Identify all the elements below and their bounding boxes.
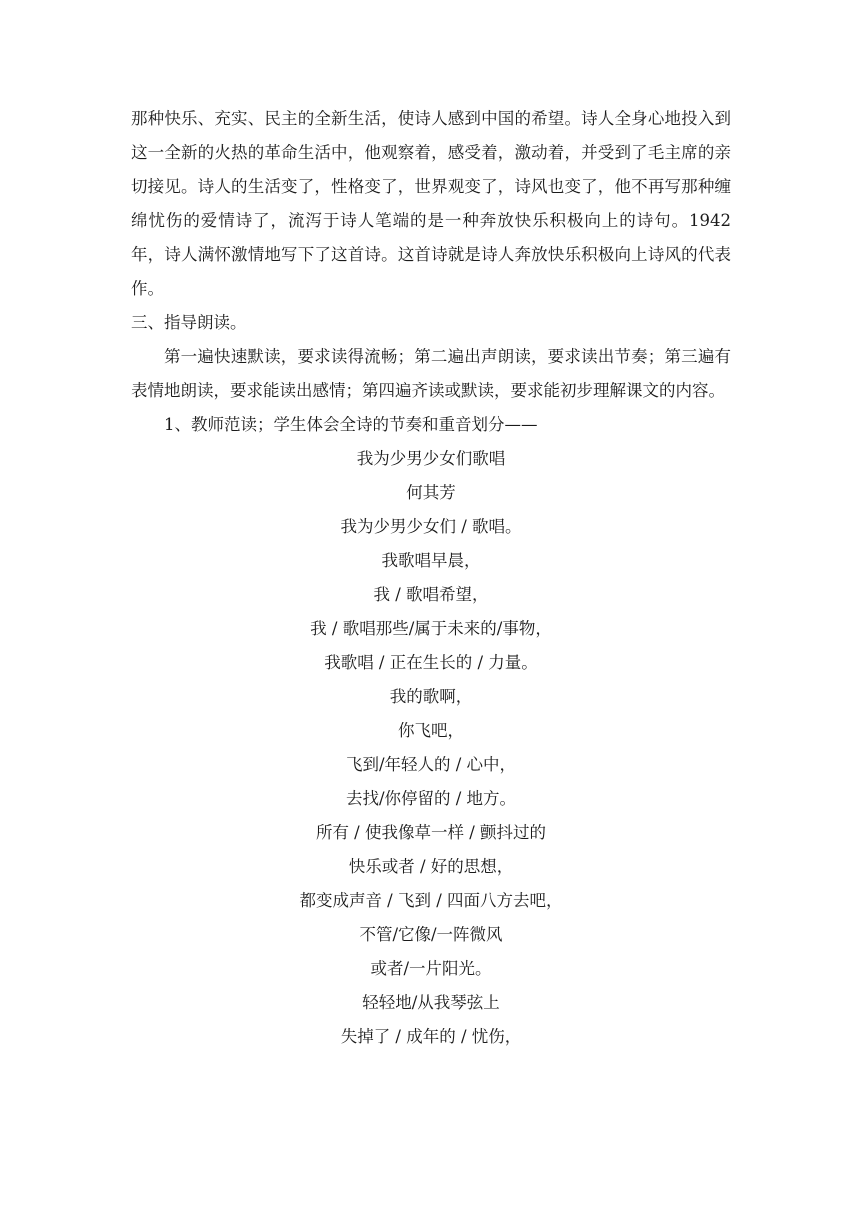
poem-line: 我歌唱早晨， [381,551,481,570]
poem-line: 我歌唱 / 正在生长的 / 力量。 [324,653,538,672]
poem-line: 去找/你停留的 / 地方。 [345,789,517,808]
poem-line: 所有 / 使我像草一样 / 颤抖过的 [315,823,547,842]
poem-line: 你飞吧， [398,721,464,740]
poem-line: 轻轻地/从我琴弦上 [362,993,500,1012]
poem-line: 或者/一片阳光。 [370,959,492,978]
poem-line: 失掉了 / 成年的 / 忧伤， [340,1027,522,1046]
document-page [131,102,731,1054]
poem-line: 都变成声音 / 飞到 / 四面八方去吧， [299,891,563,910]
poem-author: 何其芳 [406,483,456,502]
step-one-paragraph: 1、教师范读；学生体会全诗的节奏和重音划分—— [164,415,538,434]
poem-line: 快乐或者 / 好的思想， [348,857,514,876]
poem [131,442,731,1054]
poem-title: 我为少男少女们歌唱 [356,449,506,468]
reading-guide-paragraph: 第一遍快速默读，要求读得流畅；第二遍出声朗读，要求读出节奏；第三遍有表情地朗读，要求能读出感情；第四遍齐读或默读，要求能初步理解课文的内容。 [131,347,731,400]
poem-line: 不管/它像/一阵微风 [359,925,503,944]
intro-paragraph: 那种快乐、充实、民主的全新生活，使诗人感到中国的希望。诗人全身心地投入到这一全新的火热的革命生活中，他观察着，感受着，激动着，并受到了毛主席的亲切接见。诗人的生活变了，性格变了，世界观变了，诗风也变了，他不再写那种缠绵忧伤的爱情诗了，流泻于诗人笔端的是一种奔放快乐积极向上的诗句。1942 年，诗人满怀激情地写下了这首诗。这首诗就是诗人奔放快乐积极向上诗风的代表作。 [131,109,731,298]
poem-line: 我为少男少女们 / 歌唱。 [340,517,522,536]
section-heading: 三、指导朗读。 [131,313,247,332]
poem-line: 我的歌啊， [389,687,473,706]
poem-line: 我 / 歌唱希望， [373,585,489,604]
poem-line: 飞到/年轻人的 / 心中， [345,755,517,774]
poem-line: 我 / 歌唱那些/属于未来的/事物， [310,619,552,638]
